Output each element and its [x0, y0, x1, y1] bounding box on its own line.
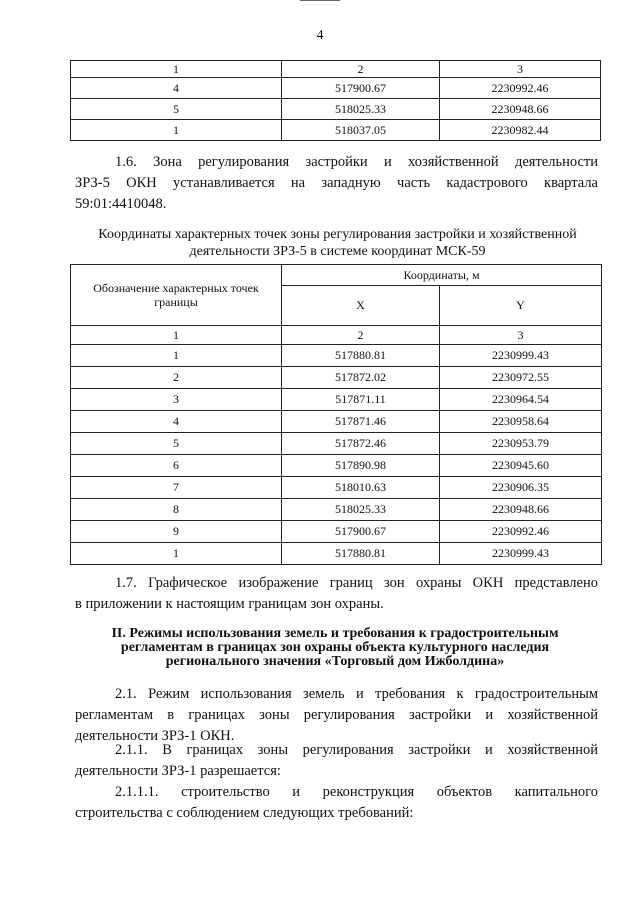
coordinates-table-continued [70, 60, 601, 141]
table-header-row [71, 61, 601, 78]
table-row [71, 78, 601, 99]
table-row [71, 521, 602, 543]
point-id-cell: 6 [71, 455, 282, 477]
text-line: деятельности ЗРЗ-1 ОКН. [75, 728, 235, 744]
x-coordinate-cell: 517880.81 [282, 345, 440, 367]
text-line: 2.1.1.1. строительство и реконструкция объектов капитального [115, 784, 598, 800]
x-coordinate-cell: 517872.46 [282, 433, 440, 455]
table-row [71, 389, 602, 411]
y-coordinate-cell: 2230982.44 [440, 120, 601, 141]
y-coordinate-cell: 2230999.43 [440, 543, 602, 565]
heading-line: регламентам в границах зон охраны объекта культурного наследия [120, 640, 550, 655]
point-id-cell: 7 [71, 477, 282, 499]
text-line: 2.1. Режим использования земель и требования к градостроительным [115, 686, 598, 702]
text-line: деятельности ЗРЗ-1 разрешается: [75, 763, 281, 779]
text-line: 1.7. Графическое изображение границ зон охраны ОКН представлено [115, 575, 598, 591]
column-number-cell: 2 [282, 326, 440, 345]
table-header-cell: 2 [282, 61, 440, 78]
y-coordinate-cell: 2230948.66 [440, 99, 601, 120]
table-header-cell: 3 [440, 61, 601, 78]
point-id-cell: 1 [71, 345, 282, 367]
point-id-cell: 4 [71, 78, 282, 99]
column-number-cell: 1 [71, 326, 282, 345]
column-number-cell: 3 [440, 326, 602, 345]
caption-line: деятельности ЗРЗ-5 в системе координат МСК-59 [189, 244, 486, 259]
table-row [71, 433, 602, 455]
point-id-cell: 5 [71, 433, 282, 455]
y-coordinate-cell: 2230964.54 [440, 389, 602, 411]
paragraph-2-1-1-1 [75, 782, 598, 824]
point-id-cell: 2 [71, 367, 282, 389]
point-id-cell: 5 [71, 99, 282, 120]
x-coordinate-cell: 517871.46 [282, 411, 440, 433]
table-caption [75, 226, 600, 260]
paragraph-1-7 [75, 573, 598, 615]
table-header-cell: 1 [71, 61, 282, 78]
table-row [71, 411, 602, 433]
y-coordinate-cell: 2230999.43 [440, 345, 602, 367]
point-id-cell: 1 [71, 543, 282, 565]
x-coordinate-cell: 518025.33 [282, 99, 440, 120]
x-coordinate-cell: 517871.11 [282, 389, 440, 411]
x-coordinate-cell: 517900.67 [282, 78, 440, 99]
y-coordinate-cell: 2230958.64 [440, 411, 602, 433]
x-coordinate-cell: 518010.63 [282, 477, 440, 499]
y-coordinate-cell: 2230945.60 [440, 455, 602, 477]
text-line: в приложении к настоящим границам зон охраны. [75, 596, 384, 612]
text-line: строительства с соблюдением следующих требований: [75, 805, 414, 821]
y-header: Y [440, 286, 602, 326]
table-row [71, 120, 601, 141]
point-id-cell: 4 [71, 411, 282, 433]
x-coordinate-cell: 517872.02 [282, 367, 440, 389]
y-coordinate-cell: 2230972.55 [440, 367, 602, 389]
y-coordinate-cell: 2230953.79 [440, 433, 602, 455]
x-coordinate-cell: 517900.67 [282, 521, 440, 543]
table-row [71, 477, 602, 499]
point-designation-header: Обозначение характерных точек границы [71, 265, 282, 326]
x-header: X [282, 286, 440, 326]
paragraph-1-6 [75, 152, 598, 215]
point-id-cell: 8 [71, 499, 282, 521]
text-line: 59:01:4410048. [75, 196, 167, 212]
page-number: 4 [316, 28, 324, 43]
text-line: ЗРЗ-5 ОКН устанавливается на западную часть кадастрового квартала [75, 175, 598, 191]
table-row [71, 499, 602, 521]
table-header-row [71, 265, 602, 286]
point-id-cell: 9 [71, 521, 282, 543]
y-coordinate-cell: 2230992.46 [440, 521, 602, 543]
point-id-cell: 3 [71, 389, 282, 411]
coordinates-header: Координаты, м [282, 265, 602, 286]
point-id-cell: 1 [71, 120, 282, 141]
y-coordinate-cell: 2230948.66 [440, 499, 602, 521]
coordinates-table-zrz5 [70, 264, 602, 565]
caption-line: Координаты характерных точек зоны регулирования застройки и хозяйственной [98, 227, 577, 242]
paragraph-2-1-1 [75, 740, 598, 782]
text-line: регламентам в границах зоны регулирования застройки и хозяйственной [75, 707, 598, 723]
heading-line: регионального значения «Торговый дом Ижболдина» [165, 654, 505, 669]
text-line: 2.1.1. В границах зоны регулирования застройки и хозяйственной [115, 742, 598, 758]
table-row [71, 345, 602, 367]
table-row [71, 543, 602, 565]
x-coordinate-cell: 517880.81 [282, 543, 440, 565]
top-rule [300, 0, 340, 1]
y-coordinate-cell: 2230992.46 [440, 78, 601, 99]
x-coordinate-cell: 518025.33 [282, 499, 440, 521]
x-coordinate-cell: 517890.98 [282, 455, 440, 477]
table-row [71, 99, 601, 120]
paragraph-2-1 [75, 684, 598, 747]
table-row [71, 455, 602, 477]
heading-line: II. Режимы использования земель и требования к градостроительным [111, 626, 559, 641]
column-number-row [71, 326, 602, 345]
section-heading [80, 627, 590, 669]
table-row [71, 367, 602, 389]
text-line: 1.6. Зона регулирования застройки и хозяйственной деятельности [115, 154, 598, 170]
x-coordinate-cell: 518037.05 [282, 120, 440, 141]
y-coordinate-cell: 2230906.35 [440, 477, 602, 499]
